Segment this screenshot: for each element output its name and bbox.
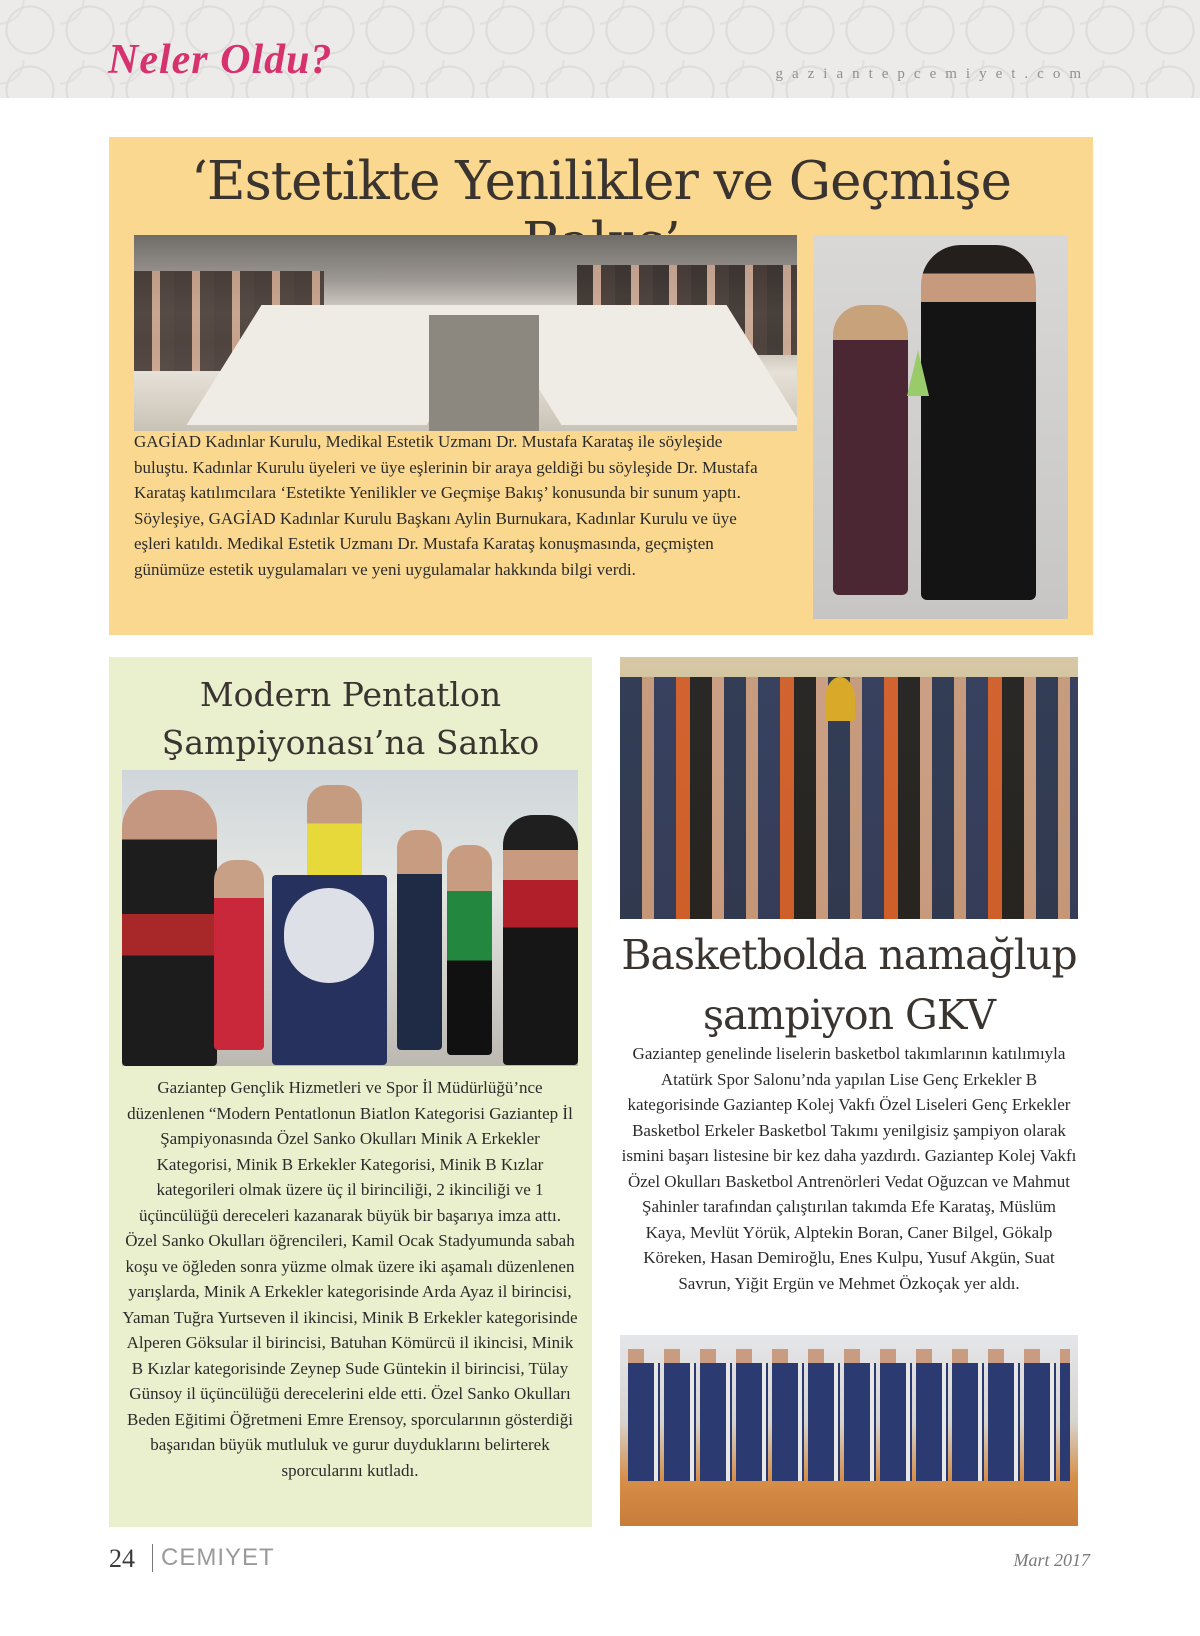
article-basketbol-title: Basketbolda namağlup şampiyon GKV [621,931,1077,1039]
section-title: Neler Oldu? [108,37,333,83]
site-url: gaziantepcemiyet.com [775,66,1090,82]
article-basketbol [620,657,1078,1527]
magazine-name: CEMIYET [152,1544,275,1572]
basketball-team-photo [620,1335,1078,1526]
sanko-team-photo [122,770,578,1066]
article-estetik [109,137,1093,635]
issue-date: Mart 2017 [1013,1550,1090,1570]
award-photo [813,235,1068,619]
article-pentatlon-title: Modern Pentatlon Şampiyonası’na Sanko [161,675,540,762]
trophy-celebration-photo [620,657,1078,919]
page-number: 24 [109,1544,135,1573]
article-pentatlon [109,657,592,1527]
article-estetik-title: ‘Estetikte Yenilikler ve Geçmişe [191,151,1011,212]
article-pentatlon-body: Gaziantep Gençlik Hizmetleri ve Spor İl Müdürlüğü’nce düzenlenen “Modern Pentatlonun Biatlon Kategorisi Gaziantep İl Şampiyonasında Özel Sanko Okulları Minik A Erkekler Kategorisi, Minik B Erkekler Kategorisi, Minik B Kızlar kategorileri olmak üzere üç il birinciliği, 2 ikinciliği ve 1 üçüncülüğü dereceleri kazanarak büyük bir başarıya imza attı. Özel Sanko Okulları öğrencileri, Kamil Ocak Stadyumunda sabah koşu ve öğleden sonra yüzme olmak üzere iki aşamalı düzenlenen yarışlarda, Minik A Erkekler kategorisinde Arda Ayaz il birincisi, Yaman Tuğra Yurtseven il ikincisi, Minik B Erkekler kategorisinde Alperen Göksular il birincisi, Batuhan Kömürcü il ikincisi, Minik B Kızlar kategorisinde Zeynep Sude Güntekin il birincisi, Tülay Günsoy il üçüncülüğü derecelerini elde etti. Özel Sanko Okulları Beden Eğitimi Öğretmeni Emre Erensoy, sporcularının gösterdiği başarıdan büyük mutluluk ve gurur duyduklarını belirterek sporcularını kutladı. [122,1078,578,1480]
article-estetik-body: GAGİAD Kadınlar Kurulu, Medikal Estetik Uzmanı Dr. Mustafa Karataş ile söyleşide buluştu. Kadınlar Kurulu üyeleri ve üye eşlerinin bir araya geldiği bu söyleşide Dr. Mustafa Karataş katılımcılara ‘Estetikte Yenilikler ve Geçmişe Bakış’ konusunda bir sunum yaptı. Söyleşiye, GAGİAD Kadınlar Kurulu Başkanı Aylin Burnukara, Kadınlar Kurulu ve üye eşleri katıldı. Medikal Estetik Uzmanı Dr. Mustafa Karataş konuşmasında, geçmişten günümüze estetik uygulamaları ve yeni uygulamalar hakkında bilgi verdi. [134,432,758,579]
article-basketbol-body: Gaziantep genelinde liselerin basketbol takımlarının katılımıyla Atatürk Spor Salonu’nda yapılan Lise Genç Erkekler B kategorisinde Gaziantep Kolej Vakfı Özel Liseleri Genç Erkekler Basketbol Erkeler Basketbol Takımı yenilgisiz şampiyon olarak ismini başarı listesine bir kez daha yazdırdı. Gaziantep Kolej Vakfı Özel Okulları Basketbol Antrenörleri Vedat Oğuzcan ve Mahmut Şahinler tarafından çalıştırılan takımda Efe Karataş, Müslüm Kaya, Mevlüt Yörük, Alptekin Boran, Caner Bilgel, Gökalp Köreken, Hasan Demiroğlu, Enes Kulpu, Yusuf Akgün, Suat Savrun, Yiğit Ergün ve Mehmet Özkoçak yer aldı. [621,1044,1077,1293]
meeting-photo [134,235,797,431]
